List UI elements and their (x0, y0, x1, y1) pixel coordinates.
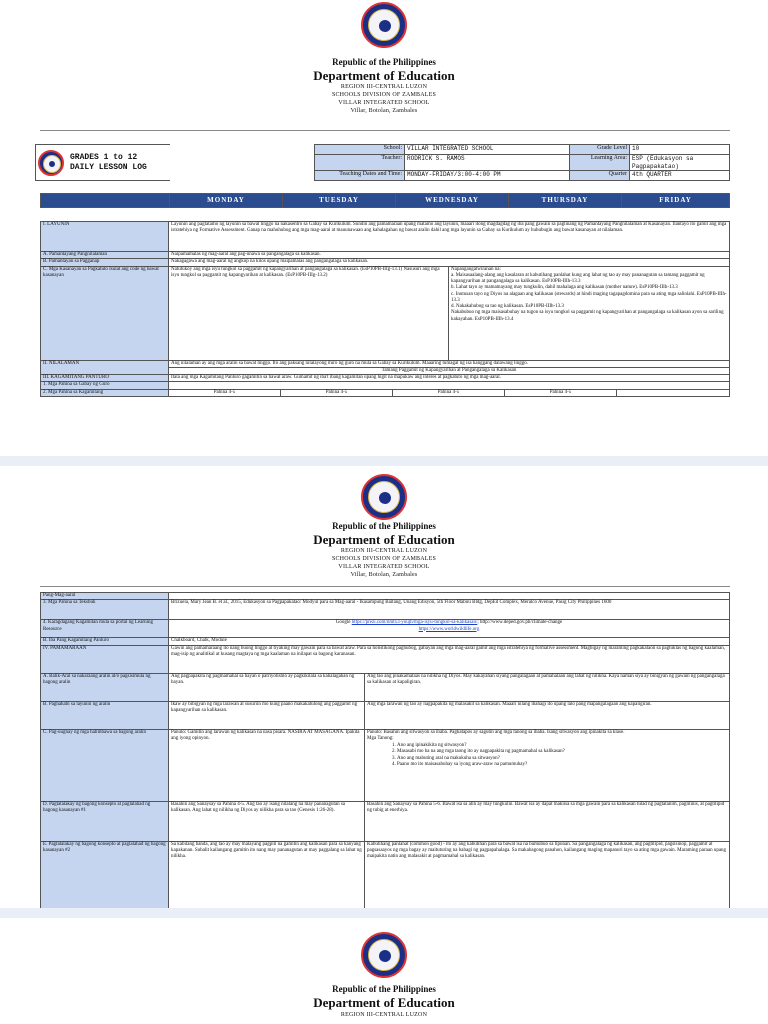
pagtatalakay-2-right: Kabutihang panlahat (common good) - ito ay ang kabutihan para sa bawat isa na bumubuo sa lipunan. Sa pangangalaga ng kalikasan, ang pagtitipid, pagsisinop, paggamit at pagsasaayos ng mga bagay ay maituturing na bahagi ng pagpapahalaga. Sa makabagong panahon, kailangang maging mapanuri tayo sa ating mga gawain. Maraming paraan upang maipakita natin ang malasakit at pagmamahal sa kalikasan. (365, 841, 730, 911)
pag-uugnay-intro: Panuto: Basahin ang sitwasyon sa ibaba. Pagkatapos ay sagutin ang mga tanong sa ibaba. Isang sitwasyon ang ipinakita sa klase. (367, 729, 625, 735)
republic-text: Republic of the Philippines (332, 521, 436, 531)
pagtatalakay-1-label: D. Pagtatalakay ng bagong konsepto at paglalahad ng bagong kasanayan #1 (41, 801, 169, 841)
pagtatalakay-1-right: Basahin ang Sanaysay sa Pahina 5-6. Bawat isa sa atin ay may tungkulin. Bawat isa ay dapat makiisa sa mga gawain para sa kalikasan tulad ng pagtatanim, paglilinis, at pagtitipid ng tubig at enerhiya. (365, 801, 730, 841)
header-divider (40, 130, 730, 131)
pages-monday: Pahina 4-5 (169, 389, 281, 396)
kasanayan-right-e: Nakabubuo ng mga maisasabuhay na tugon sa isyu tungkol sa paggamit ng kapangyarihan at pangangalaga sa kalikasan ayon sa sariling kakayahan. EsP10PB-IIIh-13.4 (451, 310, 724, 322)
school-label: School: (315, 145, 405, 155)
dll-title-line2: DAILY LESSON LOG (70, 162, 147, 172)
paghahabi-left: Ikaw ay bibigyan ng mga larawan at susuriin mo kung paano makakatulong ang paggamit ng kapangyarihan sa kalikasan. (169, 701, 365, 729)
kasanayan-right-b: b. Lahat tayo ay mamamayang may tungkulin, dahil mahalaga ang kalikasan (mother nature). EsP10PB-IIIh-13.3 (451, 285, 678, 291)
kasanayan-left-text: Natutukoy ang mga isyu tungkol sa paggamit ng kapangyarihan at pangangalaga sa kalikasan. (EsP10PB-IIIg-13.1) Nasusuri ang mga isyu tungkol sa paggamit ng kapangyarihan at kalikasan. (EsP10PB-IIIg-13.2) (169, 266, 449, 360)
teksbuk-text: Brizuela, Mary Jean B. et al., 2015, Edukasyon sa Pagpapakatao: Modyul para sa Mag-aaral - Ikasampung Baitang, Unang Edisyon, 5th Floor Mabini Bldg, DepEd Complex, Meralco Avenue, Pasig City Philippines 1600 (169, 600, 730, 620)
questions-list (367, 743, 727, 768)
dll-title-line1: GRADES 1 to 12 (70, 152, 138, 162)
school-text: VILLAR INTEGRATED SCHOOL (338, 100, 430, 106)
pages-tuesday: Pahina 4-5 (281, 389, 393, 396)
pagtatalakay-1-left: Basahin ang Sanaysay sa Pahina 4-5. Ang tao ay isang nilalang na may pananagutan sa kalikasan. Ang lahat ng nilikha ng Diyos ay nilikha para sa tao (Genesis 1:26-28). (169, 801, 365, 841)
republic-text: Republic of the Philippines (332, 984, 436, 994)
pang-mag-aaral-label: Pang-Mag-aaral (41, 593, 169, 600)
prezi-link[interactable]: https://prezi.com/nmtx3-youjh/mga-isyu-tungkol-sa-kalikasan/ (351, 620, 478, 626)
pag-uugnay-right-cell (365, 729, 730, 801)
day-wednesday: WEDNESDAY (396, 194, 509, 208)
karagdagang-kagamitan-label: 4. Karagdagang Kagamitan mula sa portal ng Learning Resource (41, 620, 169, 638)
pamantayang-pangnilalaman-label: A. Pamantayang Pangnilalaman (41, 252, 169, 259)
kasanayan-right-c: c. Inutusan tayo ng Diyos na alagaan ang kalikasan (stewards) at hindi maging tagapagdomina para sa ating mga salinlahi. EsP10PB-IIIh-13.3 (451, 291, 727, 303)
pagtatalakay-2-left: Sa kabilang banda, ang tao ay may malayang pagpili na gamitin ang kalikasan para sa kanyang kapakanan. Subalit kailangang gamitin ito nang may pananagutan at may paggalang sa lahat ng nilikha. (169, 841, 365, 911)
kagamitang-panturo-label: III. KAGAMITANG PANTURO (41, 375, 169, 382)
gabay-guro-label: 1. Mga Pahina sa Gabay ng Guro (41, 382, 169, 389)
dll-info-table (35, 144, 730, 181)
kasanayan-right-a: a. Maisasaalang-alang ang kasalaran at kabutihang panlahat kung ang lahat ng tao ay may pananagutan sa tamang paggamit ng kapangyarihan at pangangalaga sa kalikasan. EsP10PB-IIIh-13.3 (451, 272, 705, 284)
division-text: SCHOOLS DIVISION OF ZAMBALES (331, 556, 437, 562)
address-text: Villar, Botolan, Zambales (350, 572, 418, 578)
nilalaman-topic: Tamang Paggamit ng Kapangyarihan at Pangangalaga sa Kalikasan (169, 367, 730, 374)
pagtatalakay-2-label: E. Pagtatalakay ng bagong konsepto at paglalahad ng bagong kasanayan #2 (41, 841, 169, 911)
deped-link[interactable]: http://www.deped.gov.ph/climate-change (480, 620, 563, 626)
pamantayan-pagganap-text: Nakagagawa ang mag-aaral ng angkop na kilos upang maipamalas ang pangangalaga sa kalikasan. (169, 259, 730, 266)
dates-value: MONDAY-FRIDAY/3:00-4:00 PM (405, 171, 570, 181)
grade-level-value: 10 (630, 145, 730, 155)
page-break (0, 456, 768, 466)
deped-small-seal-icon (38, 150, 64, 176)
nilalaman-label: II. NILALAMAN (41, 360, 169, 375)
day-header-row (40, 193, 730, 208)
iba-pang-kagamitan-text: Chalkboard, Chalk, Module (169, 638, 730, 645)
paghahabi-label: B. Paghahabi sa layunin ng aralin (41, 701, 169, 729)
kagamitang-pages-label: 2. Mga Pahina sa Kagamitang (41, 389, 169, 396)
department-title: Department of Education (313, 68, 455, 83)
karagdagang-kagamitan-cell: Google https://prezi.com/nmtx3-youjh/mga-isyu-tungkol-sa-kalikasan/; http://www.deped.gov.ph/climate-change https://www.worldwildlife.org (169, 620, 730, 638)
questions-label: Mga Tanong: (367, 735, 394, 741)
division-text: SCHOOLS DIVISION OF ZAMBALES (331, 92, 437, 98)
teacher-label: Teacher: (315, 155, 405, 171)
pamantayan-pagganap-label: B. Pamantayan sa Pagganap (41, 259, 169, 266)
pages-thursday: Pahina 4-5 (505, 389, 617, 396)
paghahabi-right: Ang mga larawan ng tao ay nagpapakita ng malasakit sa kalikasan. Maaari nilang ibahagi ito upang lalo pang mapangalagaan ang kapaligiran. (365, 701, 730, 729)
dates-label: Teaching Dates and Time: (315, 171, 405, 181)
day-friday: FRIDAY (622, 194, 730, 208)
dll-title-cell (36, 145, 171, 181)
day-monday: MONDAY (170, 194, 283, 208)
deped-seal-icon (361, 932, 407, 978)
quarter-label: Quarter (570, 171, 630, 181)
google-prefix: Google (335, 620, 351, 626)
kasanayan-label: C. Mga Kasanayan sa Pagkatuto Isulat ang code ng bawat kasanayan (41, 266, 169, 360)
region-text: REGION III-CENTRAL LUZON (340, 1012, 428, 1018)
page-break (0, 908, 768, 918)
question-item: 1. Ano ang ipinakikita ng sitwasyon? (397, 743, 727, 749)
pages-wednesday: Pahina 4-5 (393, 389, 505, 396)
grade-level-label: Grade Level (570, 145, 630, 155)
kasanayan-right-heading: Napangangatwiranan na: (451, 266, 501, 272)
deped-seal-icon (361, 474, 407, 520)
quarter-value: 4th QUARTER (630, 171, 730, 181)
school-text: VILLAR INTEGRATED SCHOOL (338, 564, 430, 570)
region-text: REGION III-CENTRAL LUZON (340, 548, 428, 554)
layunin-text: Layunin ang pagtatamo ng layunin sa bawat linggo na nakasentro sa Gabay sa Kurikulum. Sundin ang pamamaraan upang matamo ang layunin, maaari itong magdagdag ng iba pang gawain sa paglinang ng Pamantayang Pangnilalaman at Kasanayan. Ilantayo ito gamit ang mga istratehiya ng Formative Assessment. Ganap na mahuhubog ang mga mag-aaral at mauunawaan ang kahalagahan ng bawat aralin dahil ang mga layunin sa Gabay sa Kurikulum ay huhubugin ang bawat kasanayan at nilalaman. (169, 222, 730, 252)
question-item: 4. Paano mo ito maisasabuhay sa iyong araw-araw na pamumuhay? (397, 762, 727, 768)
republic-text: Republic of the Philippines (332, 57, 436, 67)
kasanayan-right-cell (449, 266, 730, 360)
kagamitang-panturo-text: Itala ang mga Kagamitang Panturo gagamitin sa bawat araw. Gumamit ng iba't ibang kagamitan upang higit na mapukaw ang interes at pagkatuto ng mga mag-aaral. (169, 375, 730, 382)
pag-uugnay-left: Panuto: Gamitin ang larawan ng kalikasan na nasa pisara. NASIRA AT MASAGANA. Ipakita ang iyong opinyon. (169, 729, 365, 801)
header-divider (40, 586, 730, 587)
department-title: Department of Education (313, 995, 455, 1010)
balik-aral-right: Ang tao ang pinakamataas na nilikha ng Diyos. May kakayahan siyang pangalagaan at pamahalaan ang lahat ng nilikha. Kaya naman siya ay binigyan ng gawain ng pangangalaga sa kalikasan at kapaligiran. (365, 673, 730, 701)
day-tuesday: TUESDAY (283, 194, 396, 208)
day-thursday: THURSDAY (509, 194, 622, 208)
address-text: Villar, Botolan, Zambales (350, 108, 418, 114)
question-item: 3. Ano ang mabuting aral na makukuha sa sitwasyon? (397, 756, 727, 762)
deped-seal-icon (361, 2, 407, 48)
wwf-link[interactable]: https://www.worldwildlife.org (418, 626, 480, 632)
lesson-table-page2 (40, 592, 730, 912)
nilalaman-text: Ang nilalaman ay ang mga aralin sa bawat linggo. Ito ang paksang nilalayong ituro ng guro na mula sa Gabay sa Kurikulum. Maaaring tumagal ng isa hanggang dalawang linggo. (169, 360, 730, 367)
lesson-table-page1 (40, 221, 730, 397)
teacher-value: RODRICK S. RAMOS (405, 155, 570, 171)
kasanayan-right-d: d. Nakakahubog sa tao ng kalikasan. EsP10PB-IIIh-13.3 (451, 304, 564, 309)
balik-aral-label: A. Balik-Aral sa nakaraang aralin at/o pagsisimula ng bagong aralin (41, 673, 169, 701)
question-item: 2. Masasabi mo ba na ang mga taong ito ay nagpapakita ng pagmamahal sa kalikasan? (397, 749, 727, 755)
iba-pang-kagamitan-label: B. Iba Pang Kagamitang Panturo (41, 638, 169, 645)
balik-aral-left: Ang pagpapakita ng pagmamahal sa bayan o patriyotismo ay pagkikilala sa kahalagahan ng bayan. (169, 673, 365, 701)
region-text: REGION III-CENTRAL LUZON (340, 84, 428, 90)
learning-area-label: Learning Area: (570, 155, 630, 171)
pamamaraan-text: Gawin ang pamamaraang ito nang buong linggo at tiyaking may gawain para sa bawat araw. Para sa holistikong paghubog, gabayan ang mga mag-aaral gamit ang mga istratehiya ng formative assessment. Magbigay ng maraming pagkakataon sa pagtuklas ng bagong kaalaman, mag-isip ng analitikal at kusang magtaya ng mga kaalaman na inilapat sa bagong karanasan. (169, 645, 730, 673)
learning-area-value: ESP (Edukasyon sa Pagpapakatao) (630, 155, 730, 171)
teksbuk-label: 3. Mga Pahina sa Teksbuk (41, 600, 169, 620)
pamamaraan-label: IV. PAMAMARAAN (41, 645, 169, 673)
pamantayang-pangnilalaman-text: Naipamamalas ng mag-aaral ang pag-unawa sa pangangalaga sa kalikasan. (169, 252, 730, 259)
department-title: Department of Education (313, 532, 455, 547)
pag-uugnay-label: C. Pag-uugnay ng mga halimbawa sa bagong aralin (41, 729, 169, 801)
school-value: VILLAR INTEGRATED SCHOOL (405, 145, 570, 155)
layunin-label: I. LAYUNIN (41, 222, 169, 252)
